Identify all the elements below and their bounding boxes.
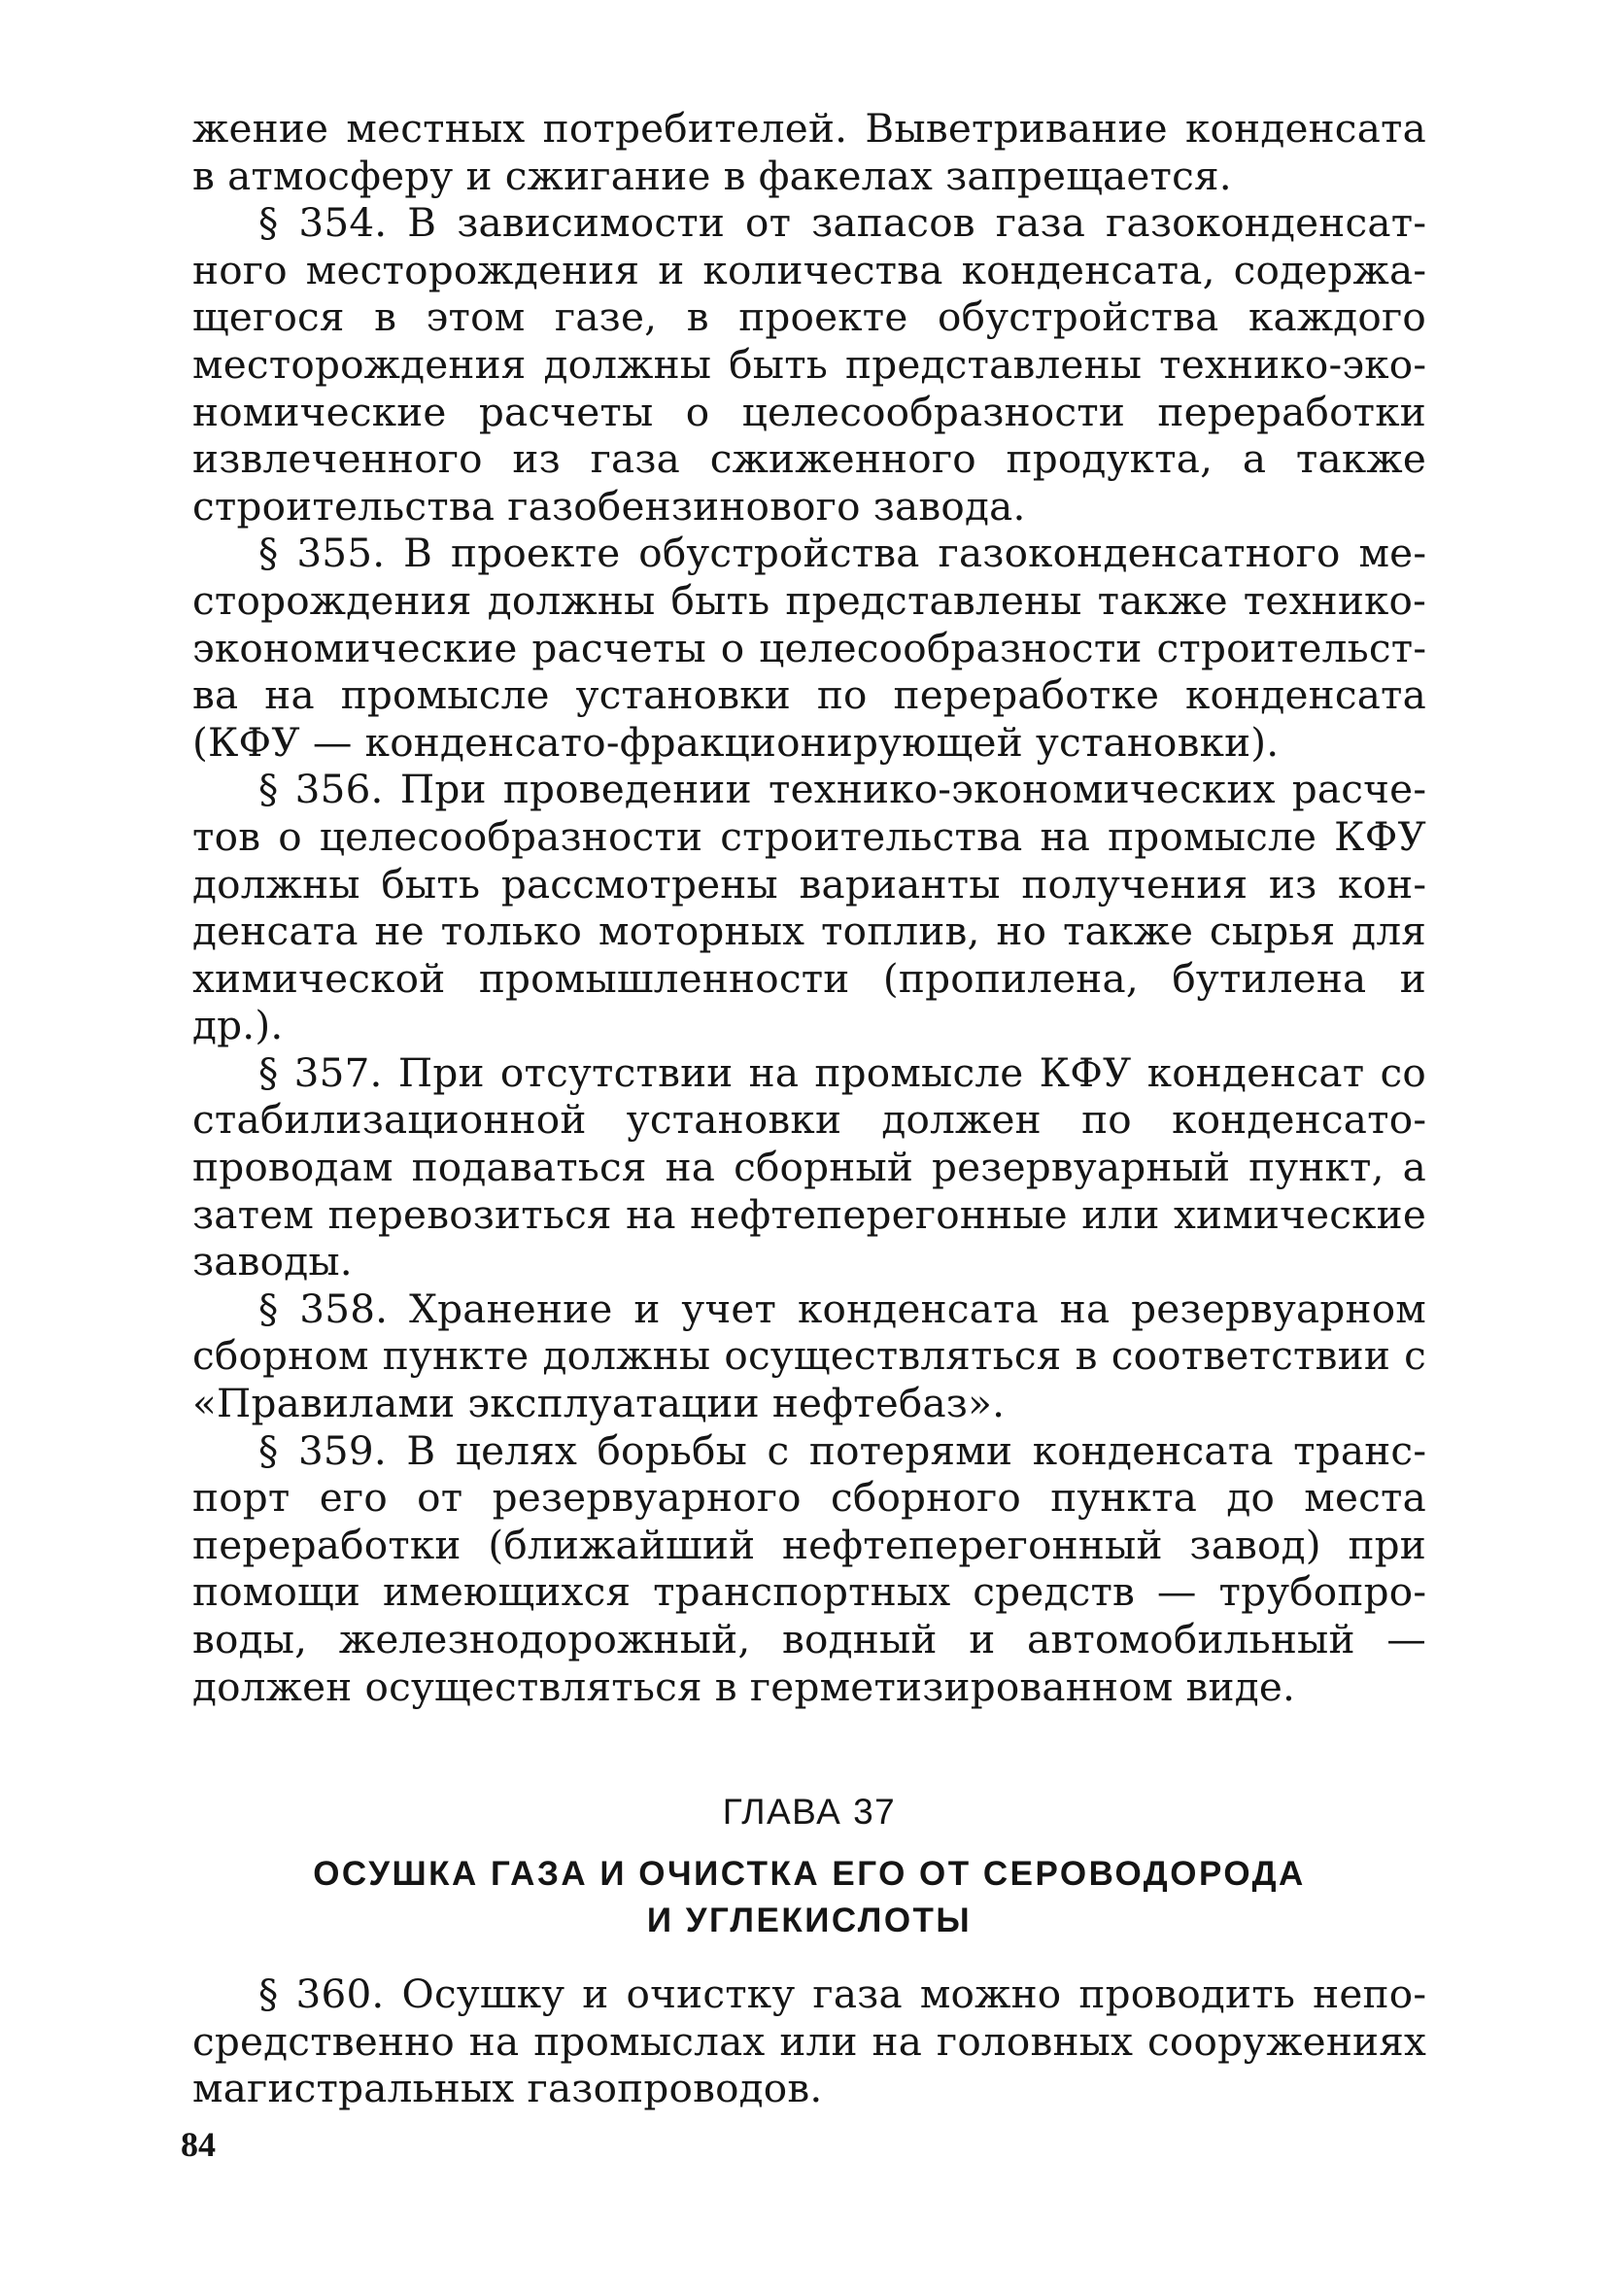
- body-text-top: [192, 105, 1426, 1710]
- page-number: 84: [181, 2125, 216, 2164]
- chapter-title-line-1: ОСУШКА ГАЗА И ОЧИСТКА ЕГО ОТ СЕРОВОДОРОДА: [313, 1855, 1306, 1893]
- paragraph-359: § 359. В целях борьбы с потерями конденсата транспорт его от резервуарного сборного пункта до места переработки (ближайший нефтеперегонный завод) при помощи имеющихся транспортных средств — трубопроводы, железнодорожный, водный и автомобильный — должен осуществляться в герметизированном виде.: [192, 1426, 1426, 1710]
- paragraph-358: § 358. Хранение и учет конденсата на резервуарном сборном пункте должны осуществляться в соответствии с «Правилами эксплуатации нефтебаз».: [192, 1285, 1426, 1427]
- paragraph-360: § 360. Осушку и очистку газа можно проводить непосредственно на промыслах или на головных сооружениях магистральных газопроводов.: [192, 1970, 1426, 2112]
- chapter-label: ГЛАВА 37: [722, 1792, 897, 1832]
- paragraph-356: § 356. При проведении технико-экономических расчетов о целесообразности строительства на промысле КФУ должны быть рассмотрены варианты получения из конденсата не только моторных топлив, но также сырья для химической промышленности (пропилена, бутилена и др.).: [192, 766, 1426, 1049]
- body-text-bottom: [192, 1970, 1426, 2112]
- paragraph-continuation: жение местных потребителей. Выветривание конденсата в атмосферу и сжигание в факелах запрещается.: [192, 105, 1426, 199]
- chapter-heading: [192, 1791, 1426, 1944]
- paragraph-355: § 355. В проекте обустройства газоконденсатного месторождения должны быть представлены также технико-экономические расчеты о целесообразности строительства на промысле установки по переработке конденсата (КФУ — конденсато-фракционирующей установки).: [192, 530, 1426, 766]
- chapter-title-line-2: И УГЛЕКИСЛОТЫ: [646, 1902, 973, 1939]
- paragraph-354: § 354. В зависимости от запасов газа газоконденсатного месторождения и количества конденсата, содержащегося в этом газе, в проекте обустройства каждого месторождения должны быть представлены технико-экономические расчеты о целесообразности переработки извлеченного из газа сжиженного продукта, а также строительства газобензинового завода.: [192, 199, 1426, 530]
- paragraph-357: § 357. При отсутствии на промысле КФУ конденсат со стабилизационной установки должен по конденсатопроводам подаваться на сборный резервуарный пункт, а затем перевозиться на нефтеперегонные или химические заводы.: [192, 1048, 1426, 1285]
